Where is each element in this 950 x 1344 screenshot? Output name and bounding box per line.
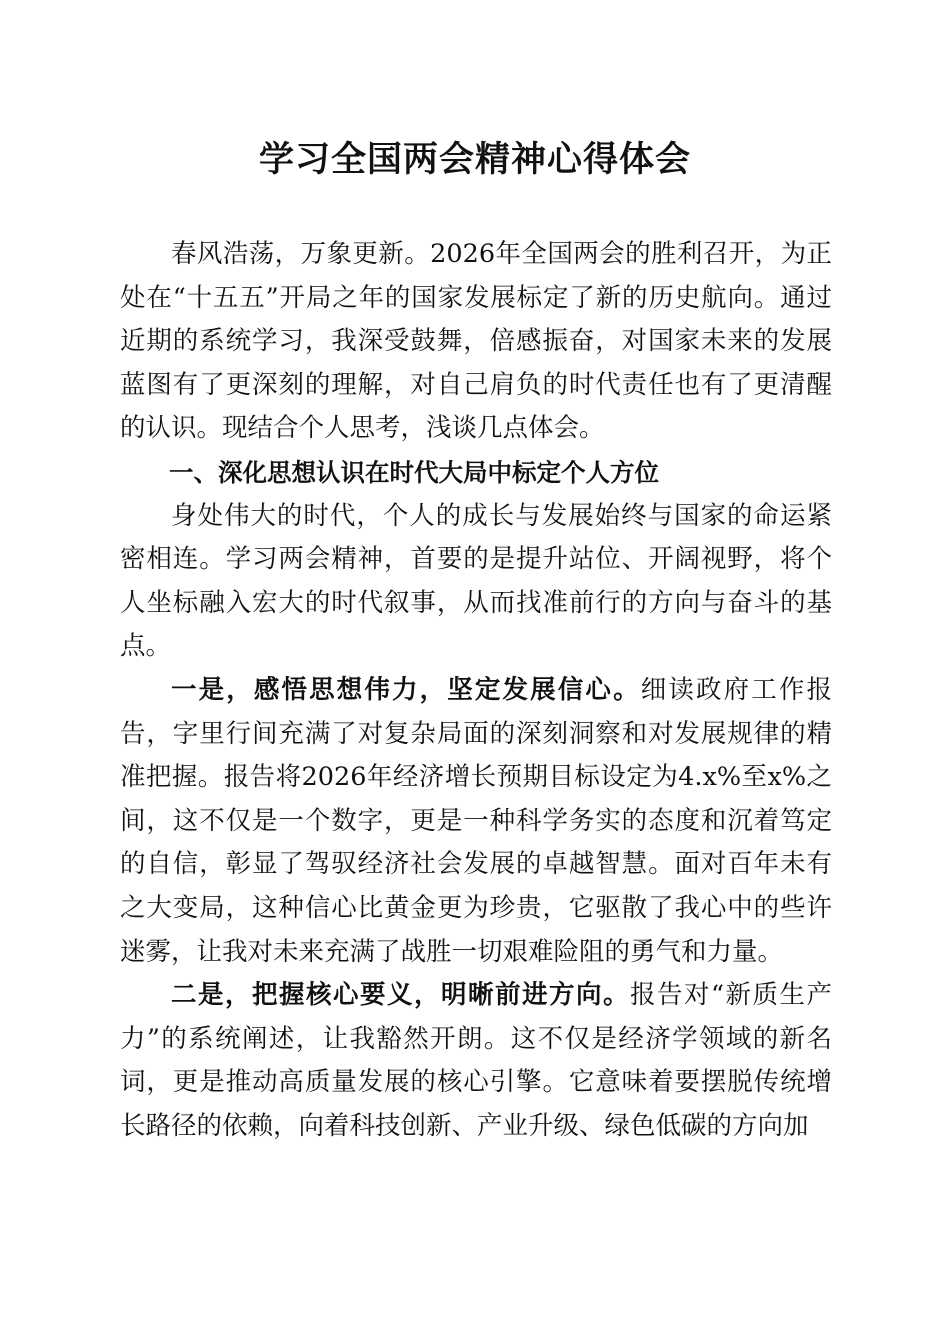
document-body: [120, 233, 832, 1148]
section-paragraph: 身处伟大的时代，个人的成长与发展始终与国家的命运紧密相连。学习两会精神，首要的是提升站位、开阔视野，将个人坐标融入宏大的时代叙事，从而找准前行的方向与奋斗的基点。: [120, 500, 832, 662]
point-two-lead: 二是，把握核心要义，明晰前进方向。: [171, 980, 630, 1011]
document-title: 学习全国两会精神心得体会: [258, 139, 691, 180]
point-two-paragraph: [120, 974, 832, 1148]
section-heading: 一、深化思想认识在时代大局中标定个人方位: [169, 457, 659, 487]
point-two-text: 报告对“新质生产力”的系统阐述，让我豁然开朗。这不仅是经济学领域的新名词，更是推动高质量发展的核心引擎。它意味着要摆脱传统增长路径的依赖，向着科技创新、产业升级、绿色低碳的方向加: [120, 980, 832, 1141]
point-one-paragraph: [120, 669, 832, 974]
point-one-lead: 一是，感悟思想伟力，坚定发展信心。: [171, 674, 641, 705]
intro-paragraph: 春风浩荡，万象更新。2026年全国两会的胜利召开，为正处在“十五五”开局之年的国家发展标定了新的历史航向。通过近期的系统学习，我深受鼓舞，倍感振奋，对国家未来的发展蓝图有了更深刻的理解，对自己肩负的时代责任也有了更清醒的认识。现结合个人思考，浅谈几点体会。: [120, 239, 832, 444]
point-one-text: 细读政府工作报告，字里行间充满了对复杂局面的深刻洞察和对发展规律的精准把握。报告将2026年经济增长预期目标设定为4.x%至x%之间，这不仅是一个数字，更是一种科学务实的态度和沉着笃定的自信，彰显了驾驭经济社会发展的卓越智慧。面对百年未有之大变局，这种信心比黄金更为珍贵，它驱散了我心中的些许迷雾，让我对未来充满了战胜一切艰难险阻的勇气和力量。: [120, 674, 832, 967]
